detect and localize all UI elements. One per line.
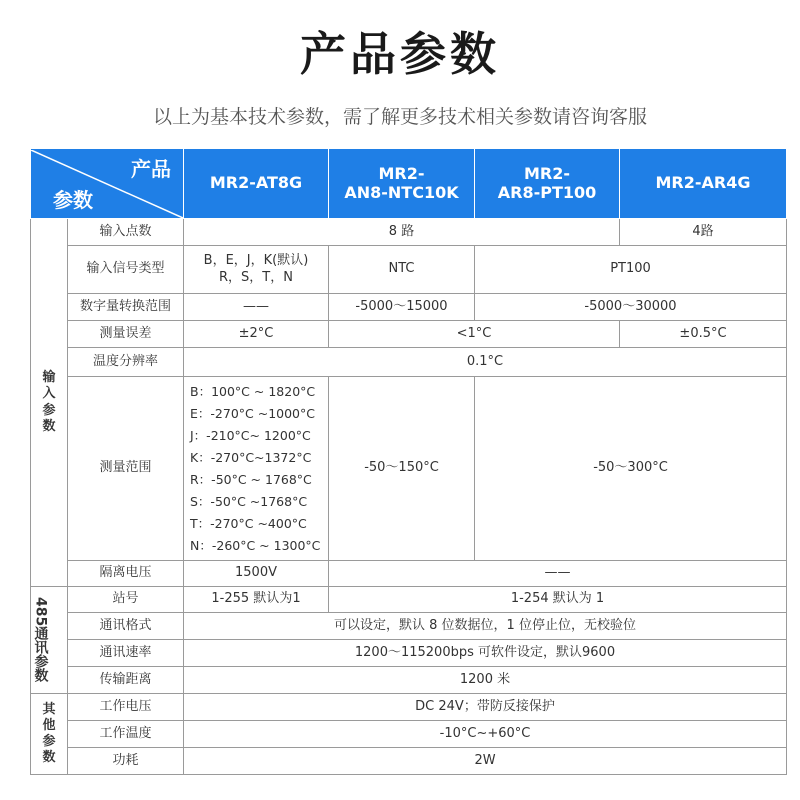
cell-value: PT100 — [475, 246, 787, 294]
table-row — [31, 321, 787, 348]
range-item: T：-270°C ~400°C — [190, 515, 307, 531]
page-title: 产品参数 — [300, 27, 500, 81]
model-header-ar4g: MR2-AR4G — [620, 149, 787, 219]
model-header-an8-ntc10k: MR2- AN8-NTC10K — [329, 149, 475, 219]
cell-value: 1200～115200bps 可软件设定，默认9600 — [184, 640, 787, 667]
corner-param-label: 参数 — [53, 187, 93, 212]
table-row — [31, 561, 787, 587]
range-item: E：-270°C ~1000°C — [190, 405, 315, 421]
range-item: K：-270°C~1372°C — [190, 449, 312, 465]
table-row — [31, 246, 787, 294]
table-row — [31, 640, 787, 667]
row-label: 测量误差 — [68, 321, 184, 348]
group-input-params: 输 入 参 数 — [31, 219, 68, 587]
spec-table — [30, 148, 787, 775]
row-label: 测量范围 — [68, 377, 184, 561]
row-label: 输入点数 — [68, 219, 184, 246]
row-label: 隔离电压 — [68, 561, 184, 587]
model-header-ar8-pt100: MR2- AR8-PT100 — [475, 149, 620, 219]
row-label: 传输距离 — [68, 667, 184, 694]
cell-value: -5000～30000 — [475, 294, 787, 321]
row-label: 通讯速率 — [68, 640, 184, 667]
cell-value: <1°C — [329, 321, 620, 348]
row-label: 功耗 — [68, 748, 184, 775]
cell-value: 可以设定，默认 8 位数据位，1 位停止位，无校验位 — [184, 613, 787, 640]
cell-value: 8 路 — [184, 219, 620, 246]
cell-value: —— — [184, 294, 329, 321]
cell-value: -50～300°C — [475, 377, 787, 561]
range-item: J：-210°C~ 1200°C — [190, 427, 311, 443]
table-row — [31, 613, 787, 640]
table-row — [31, 748, 787, 775]
cell-value: ±2°C — [184, 321, 329, 348]
table-row — [31, 348, 787, 377]
range-item: N：-260°C ~ 1300°C — [190, 537, 321, 553]
cell-value: DC 24V；带防反接保护 — [184, 694, 787, 721]
table-row — [31, 694, 787, 721]
range-item: B：100°C ~ 1820°C — [190, 383, 316, 399]
row-label: 温度分辨率 — [68, 348, 184, 377]
cell-value: 4路 — [620, 219, 787, 246]
row-label: 工作温度 — [68, 721, 184, 748]
table-row — [31, 667, 787, 694]
header-corner — [31, 149, 184, 219]
cell-value: -50～150°C — [329, 377, 475, 561]
table-row — [31, 377, 787, 561]
range-item: R：-50°C ~ 1768°C — [190, 471, 312, 487]
cell-value: 2W — [184, 748, 787, 775]
group-other-params: 其 他 参 数 — [31, 694, 68, 775]
cell-value: -10°C~+60°C — [184, 721, 787, 748]
range-item: S：-50°C ~1768°C — [190, 493, 308, 509]
cell-value: ±0.5°C — [620, 321, 787, 348]
table-row — [31, 294, 787, 321]
row-label: 数字量转换范围 — [68, 294, 184, 321]
row-label: 通讯格式 — [68, 613, 184, 640]
cell-value: 1500V — [184, 561, 329, 587]
table-row — [31, 587, 787, 613]
page-subtitle: 以上为基本技术参数，需了解更多技术相关参数请咨询客服 — [152, 106, 647, 128]
cell-value: 0.1°C — [184, 348, 787, 377]
cell-value: 1200 米 — [184, 667, 787, 694]
cell-value: -5000～15000 — [329, 294, 475, 321]
cell-value: 1-255 默认为1 — [184, 587, 329, 613]
table-row — [31, 721, 787, 748]
table-row — [31, 219, 787, 246]
row-label: 站号 — [68, 587, 184, 613]
row-label: 工作电压 — [68, 694, 184, 721]
table-header-row — [31, 149, 787, 219]
cell-value: B，E，J，K(默认) R，S，T，N — [184, 246, 329, 294]
cell-value: NTC — [329, 246, 475, 294]
group-485-comm-params: 485通讯参数 — [31, 587, 68, 694]
cell-value: 1-254 默认为 1 — [329, 587, 787, 613]
cell-value-range-list — [184, 377, 329, 561]
cell-value: —— — [329, 561, 787, 587]
model-header-at8g: MR2-AT8G — [184, 149, 329, 219]
corner-product-label: 产品 — [131, 156, 171, 181]
row-label: 输入信号类型 — [68, 246, 184, 294]
